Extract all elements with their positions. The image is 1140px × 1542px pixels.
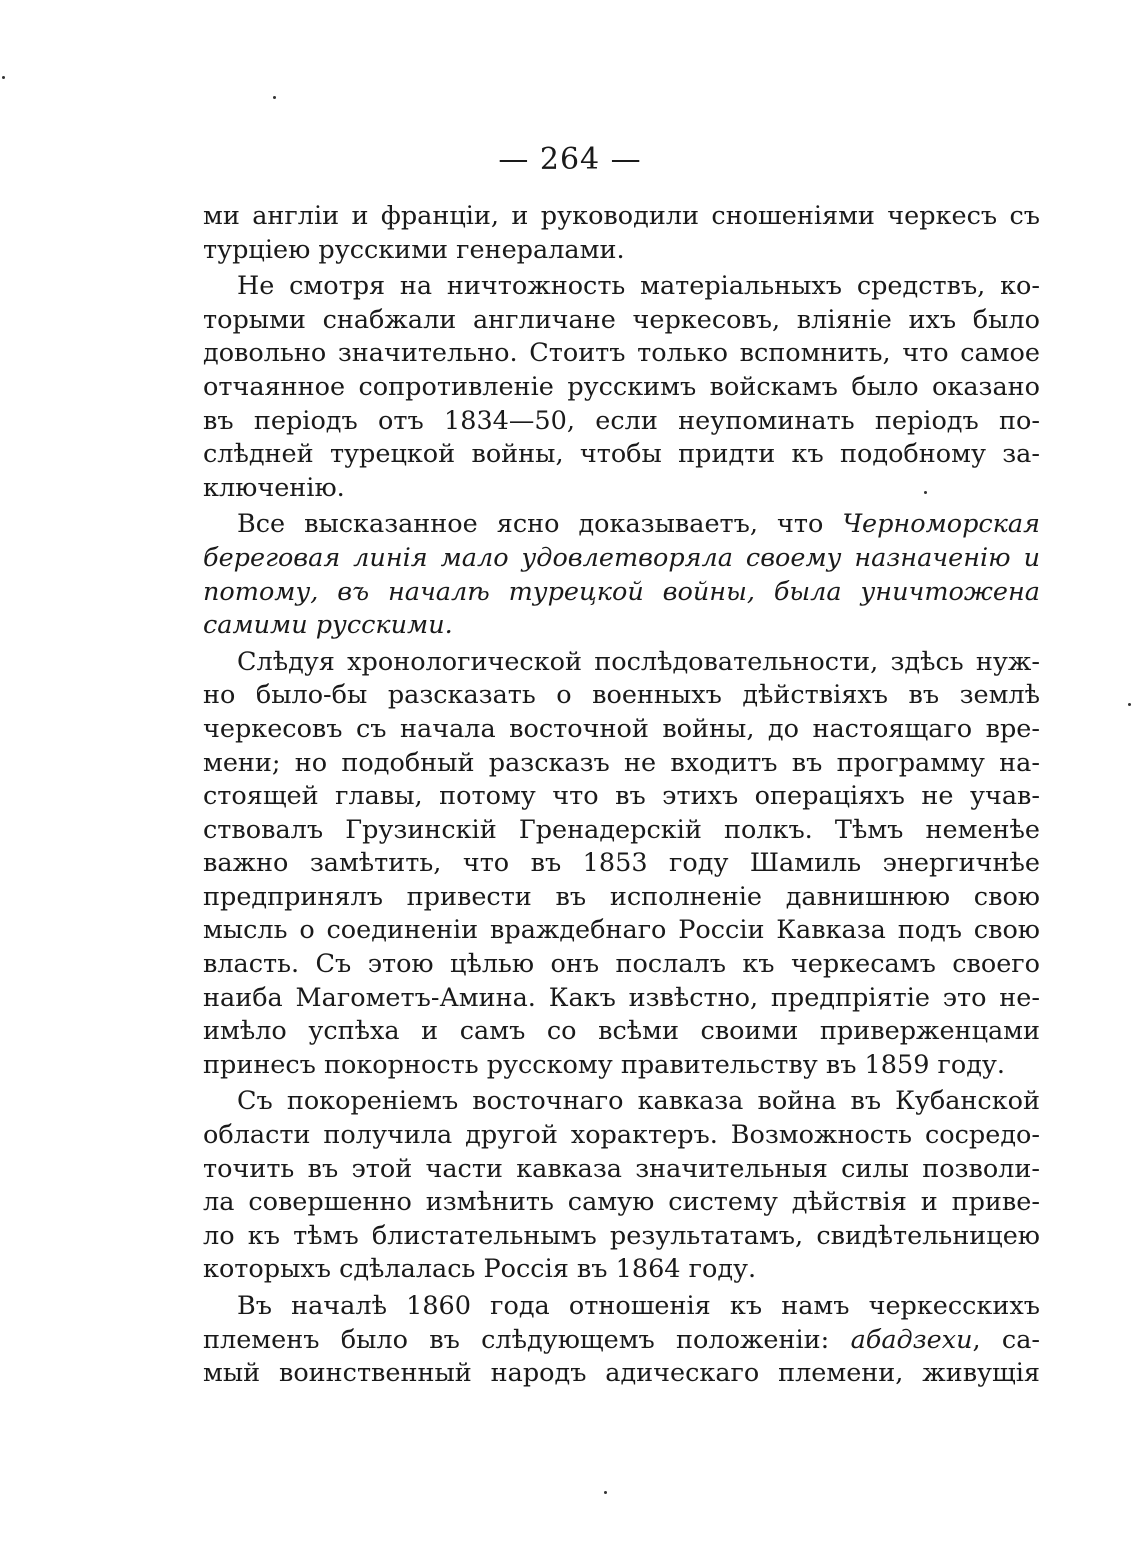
text-line: мый воинственный народъ адическаго племени, живущія [203,1358,1040,1389]
text-line: ключенію. [203,472,345,503]
emphasis-line: потому, въ началѣ турецкой войны, была уничтожена [203,576,1040,607]
paragraph [203,270,1040,505]
text-line: власть. Съ этою цѣлью онъ послалъ къ черкесамъ своего [203,949,1040,980]
scan-speck [604,1491,607,1494]
text-line: Слѣдуя хронологической послѣдовательности, здѣсь нуж- [237,646,1040,677]
text-segment: , са- [972,1324,1041,1355]
emphasis-line: самими русскими. [203,610,453,641]
text-line: Не смотря на ничтожность матеріальныхъ средствъ, ко- [237,271,1040,302]
text-line: ло къ тѣмъ блистательнымъ результатамъ, свидѣтельницею [203,1220,1040,1251]
text-line: Съ покореніемъ восточнаго кавказа война въ Кубанской [237,1086,1040,1117]
text-line: отчаянное сопротивленіе русскимъ войскамъ было оказано [203,371,1040,402]
scan-speck [273,96,276,99]
text-segment: племенъ было въ слѣдующемъ положеніи: [203,1324,851,1355]
scan-speck [2,76,5,79]
emphasis-text: абадзехи [850,1324,973,1355]
text-line: турціею русскими генералами. [203,234,625,265]
text-line: довольно значительно. Стоитъ только вспомнить, что самое [203,338,1040,369]
text-line: черкесовъ съ начала восточной войны, до настоящаго вре- [203,713,1040,744]
paragraph [203,1085,1040,1287]
paragraph [203,200,1040,267]
text-line: въ періодъ отъ 1834—50, если неупоминать періодъ по- [203,405,1040,436]
page-number: — 264 — [498,142,642,177]
text-line: которыхъ сдѣлалась Россія въ 1864 году. [203,1254,757,1285]
text-line: торыми снабжали англичане черкесовъ, вліяніе ихъ было [203,304,1040,335]
text-line: принесъ покорность русскому правительству въ 1859 году. [203,1049,1006,1080]
text-line: области получила другой хорактеръ. Возможность сосредо- [203,1120,1040,1151]
text-line: Въ началѣ 1860 года отношенія къ намъ черкесскихъ [237,1291,1040,1321]
text-line: ми англіи и франціи, и руководили сношеніями черкесъ съ [203,201,1040,231]
text-line: предпринялъ привести въ исполненіе давнишнюю свою [203,881,1040,912]
text-line [203,1324,1040,1358]
text-segment: Все высказанное ясно доказываетъ, что [237,509,843,540]
text-line: ствовалъ Грузинскій Гренадерскій полкъ. Тѣмъ неменѣе [203,814,1040,845]
paragraph [203,1290,1040,1391]
text-line: наиба Магометъ-Амина. Какъ извѣстно, предпріятіе это не- [203,982,1040,1013]
emphasis-text: Черноморская [842,509,1040,540]
paragraph [203,508,1040,642]
text-line [203,508,1040,542]
text-line: стоящей главы, потому что въ этихъ операціяхъ не учав- [203,781,1040,812]
text-line: мени; но подобный разсказъ не входитъ въ программу на- [203,747,1040,778]
text-line: слѣдней турецкой войны, чтобы придти къ подобному за- [203,439,1040,470]
text-line: мысль о соединеніи враждебнаго Россіи Кавказа подъ свою [203,915,1040,946]
text-line: но было-бы разсказать о военныхъ дѣйствіяхъ въ землѣ [203,680,1040,711]
emphasis-line: береговая линія мало удовлетворяла своему назначенію и [203,542,1040,573]
scan-speck [1128,703,1131,706]
body-text [203,200,1040,1394]
text-line: имѣло успѣха и самъ со всѣми своими приверженцами [203,1016,1040,1047]
text-line: точить въ этой части кавказа значительныя силы позволи- [203,1153,1040,1184]
paragraph [203,646,1040,1083]
text-line: важно замѣтить, что въ 1853 году Шамиль энергичнѣе [203,848,1040,879]
text-line: ла совершенно измѣнить самую систему дѣйствія и приве- [203,1187,1040,1218]
